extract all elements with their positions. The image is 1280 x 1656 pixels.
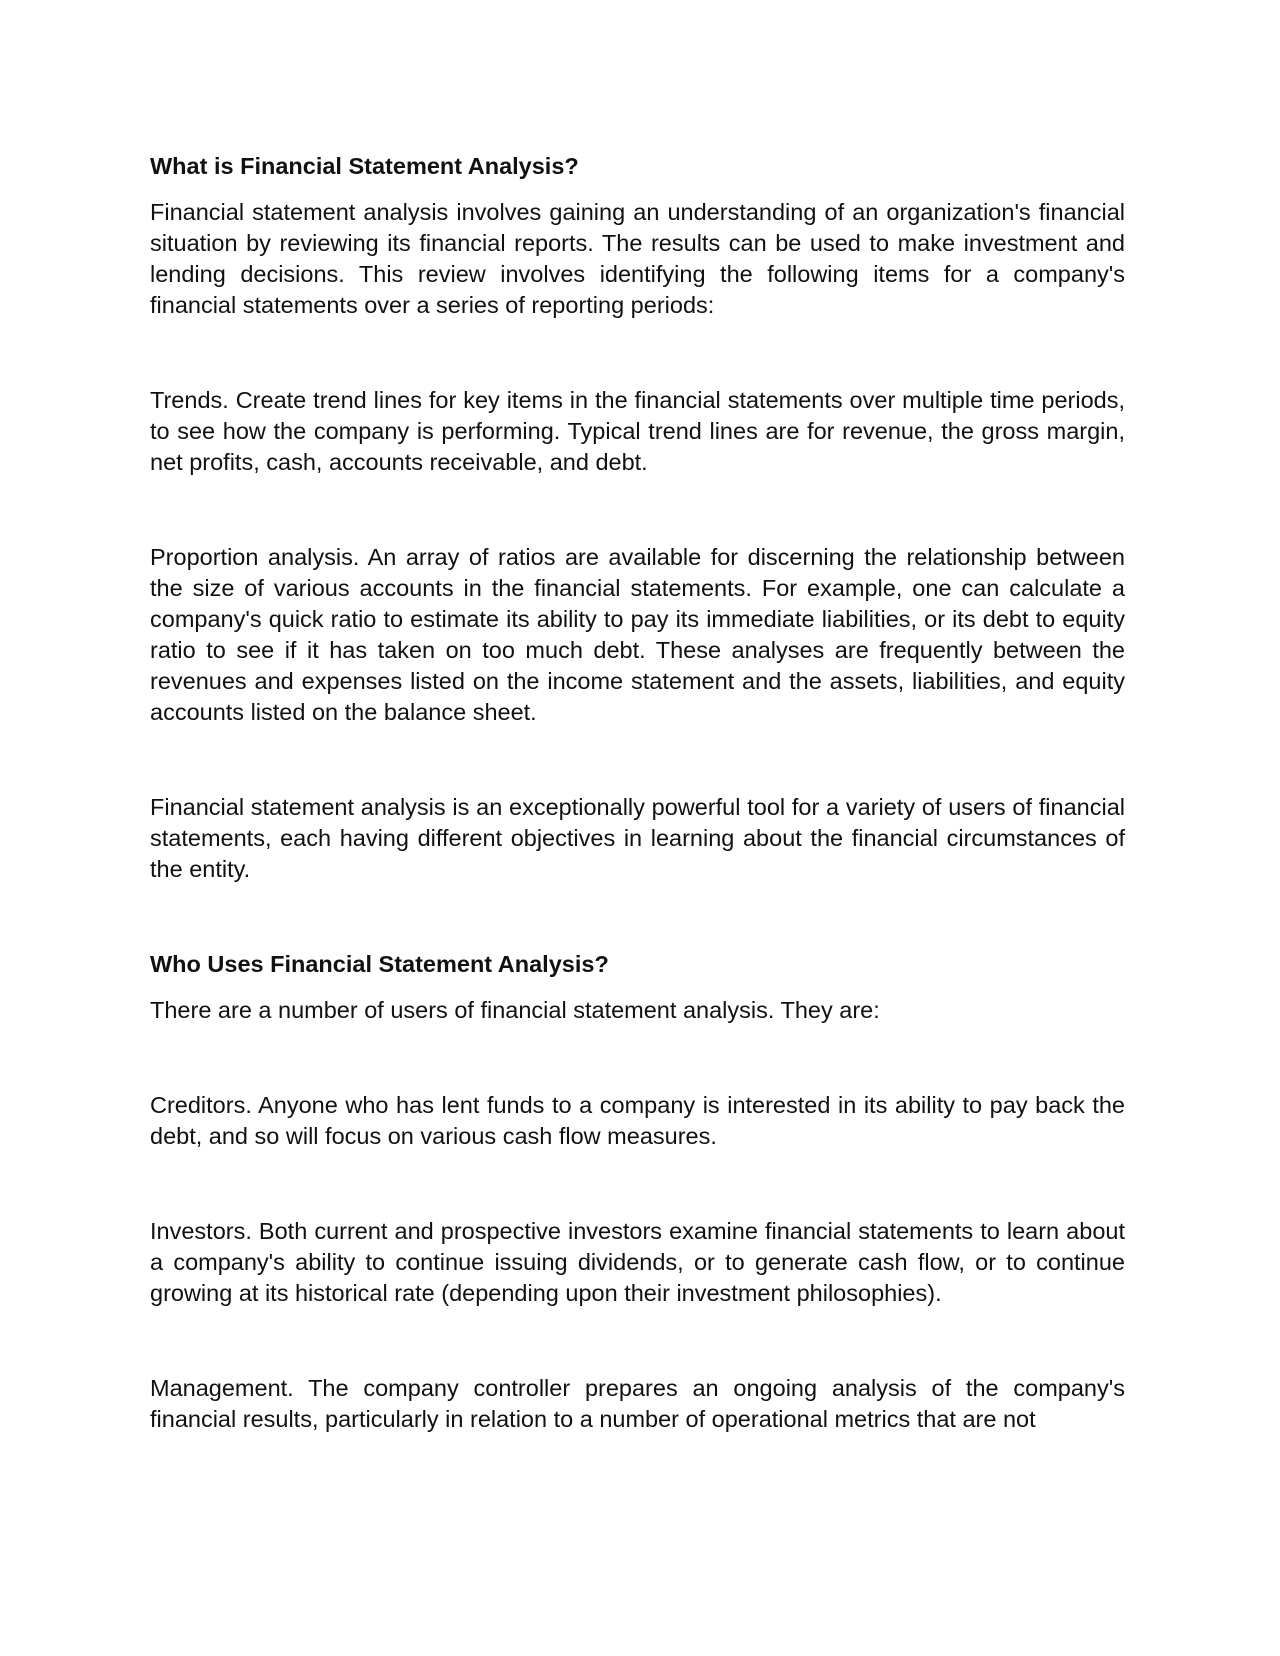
paragraph-creditors: Creditors. Anyone who has lent funds to a company is interested in its ability to pay back the debt, and so will focus on various cash flow measures. [150, 1092, 1125, 1149]
paragraph-users-intro: There are a number of users of financial statement analysis. They are: [150, 997, 880, 1023]
paragraph-powerful-tool: Financial statement analysis is an exceptionally powerful tool for a variety of users of financial statements, each having different objectives in learning about the financial circumstances of the entity. [150, 794, 1125, 882]
paragraph-investors: Investors. Both current and prospective investors examine financial statements to learn about a company's ability to continue issuing dividends, or to generate cash flow, or to continue growing at its historical rate (depending upon their investment philosophies). [150, 1218, 1125, 1306]
document-body [150, 151, 1125, 1435]
paragraph-management: Management. The company controller prepares an ongoing analysis of the company's financial results, particularly in relation to a number of operational metrics that are not [150, 1375, 1125, 1432]
section-heading-who-uses-fsa: Who Uses Financial Statement Analysis? [150, 951, 609, 977]
paragraph-proportion-analysis: Proportion analysis. An array of ratios are available for discerning the relationship between the size of various accounts in the financial statements. For example, one can calculate a company's quick ratio to estimate its ability to pay its immediate liabilities, or its debt to equity ratio to see if it has taken on too much debt. These analyses are frequently between the revenues and expenses listed on the income statement and the assets, liabilities, and equity accounts listed on the balance sheet. [150, 544, 1125, 725]
paragraph-intro: Financial statement analysis involves gaining an understanding of an organization's financial situation by reviewing its financial reports. The results can be used to make investment and lending decisions. This review involves identifying the following items for a company's financial statements over a series of reporting periods: [150, 199, 1125, 318]
section-heading-what-is-fsa: What is Financial Statement Analysis? [150, 153, 579, 179]
paragraph-trends: Trends. Create trend lines for key items in the financial statements over multiple time periods, to see how the company is performing. Typical trend lines are for revenue, the gross margin, net profits, cash, accounts receivable, and debt. [150, 387, 1125, 475]
